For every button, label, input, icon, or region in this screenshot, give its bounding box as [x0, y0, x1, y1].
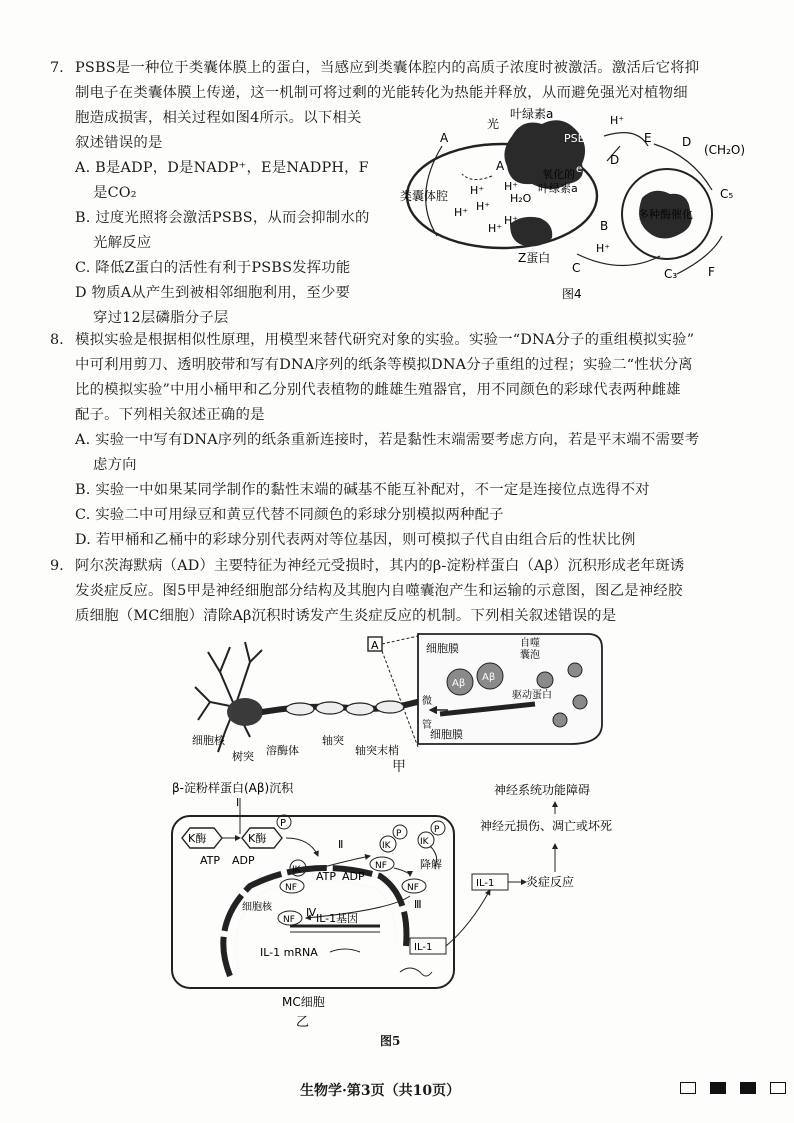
fig5-caption: 图5: [380, 1034, 401, 1048]
fig5b-inflammation: 炎症反应: [526, 875, 575, 889]
fig4-hplus7: H⁺: [596, 242, 611, 255]
fig5b-ik2: IK: [382, 841, 391, 851]
figure-4: [392, 106, 754, 302]
q7-number: 7.: [50, 60, 64, 76]
fig5b-ik3: IK: [420, 837, 429, 847]
fig4-lumen-label: 类囊体腔: [400, 189, 449, 203]
fig4-b-label: B: [600, 219, 609, 233]
fig4-hplus2: H⁺: [454, 206, 469, 219]
figure-5b: [170, 776, 640, 1046]
fig5b-p2: P: [396, 829, 402, 839]
q8-stem-line: 中可利用剪刀、透明胶带和写有DNA序列的纸条等模拟DNA分子重组的过程；实验二“性状分离: [75, 357, 693, 373]
fig4-d-label: D: [682, 135, 692, 149]
fig5b-nf1: NF: [285, 883, 297, 893]
fig4-hplus5: H⁺: [504, 180, 519, 193]
fig5b-il1-out: IL-1: [476, 878, 495, 889]
fig4-c-label: C: [572, 261, 581, 275]
fig4-psbs-label: PSBS: [564, 132, 592, 145]
fig5b-il1-in: IL-1: [414, 942, 433, 953]
fig4-a-left-label: A: [440, 131, 449, 145]
q7-option: 穿过12层磷脂分子层: [93, 310, 229, 326]
fig4-chla-label: 叶绿素a: [510, 107, 554, 121]
q7-stem-line: 胞造成损害，相关过程如图4所示。以下相关: [75, 110, 362, 126]
mc-cell: [172, 816, 454, 988]
fig5a-micro1: 微: [422, 696, 432, 707]
marker-box: [680, 1082, 696, 1094]
q7-stem-line: 叙述错误的是: [75, 135, 163, 151]
fig5a-abeta2: Aβ: [482, 672, 496, 683]
fig5b-mc-cell: MC细胞: [282, 995, 325, 1009]
q8-option: D. 若甲桶和乙桶中的彩球分别代表两对等位基因，则可模拟子代自由组合后的性状比例: [75, 532, 636, 548]
marker-box-filled: [710, 1082, 726, 1094]
q9-stem-line: 质细胞（MC细胞）清除Aβ沉积时诱发产生炎症反应的机制。下列相关叙述错误的是: [75, 608, 617, 624]
fig5b-atp2: ATP: [316, 870, 337, 883]
fig4-enzyme-label: 多种酶催化: [638, 208, 693, 221]
fig4-f-label: F: [708, 265, 715, 279]
fig4-eminus-label: e⁻: [576, 164, 588, 175]
q7-option: D 物质A从产生到被相邻细胞利用，至少要: [75, 285, 351, 301]
fig4-h2o-label: H₂O: [510, 192, 532, 205]
fig4-hplus-label: H⁺: [610, 114, 625, 127]
fig5a-dendrite-label: 树突: [232, 750, 254, 763]
fig5a-axon-label: 轴突: [322, 734, 344, 747]
q8-option: B. 实验一中如果某同学制作的黏性末端的碱基不能互补配对，不一定是连接位点选得不对: [75, 482, 650, 498]
q7-stem-line: 制电子在类囊体膜上传递，这一机制可将过剩的光能转化为热能并释放，从而避免强光对植物细: [75, 85, 688, 101]
fig5a-membrane-bottom: 细胞膜: [430, 728, 463, 741]
fig5b-degrade: 降解: [420, 858, 442, 871]
fig4-c5-label: C₅: [720, 187, 734, 201]
fig4-c3-label: C₃: [664, 267, 678, 281]
fig4-oxidized2-label: 叶绿素a: [538, 182, 578, 195]
vesicle-1: [537, 672, 553, 688]
fig5b-p1: P: [280, 818, 287, 829]
fig5b-nf4: NF: [283, 915, 295, 925]
page-footer: 生物学·第3页（共10页）: [300, 1083, 461, 1099]
fig5b-p3: P: [434, 825, 440, 835]
fig5a-title: 甲: [392, 759, 406, 775]
fig5b-roman3: Ⅲ: [414, 898, 422, 911]
nucleus-envelope: [223, 868, 406, 976]
fig5a-vesicle2: 囊泡: [520, 650, 540, 661]
fig5a-lysosome-label: 溶酶体: [266, 744, 299, 757]
fig4-d2-label: D: [610, 153, 620, 167]
fig5b-adp: ADP: [232, 854, 255, 867]
fig5b-roman2: Ⅱ: [338, 838, 344, 851]
q8-stem-line: 比的模拟实验”中用小桶甲和乙分别代表植物的雌雄生殖器官，用不同颜色的彩球代表两种雌雄: [75, 382, 681, 398]
soma: [227, 698, 263, 726]
fig4-a-mid-label: A: [496, 159, 505, 173]
q8-stem-line: 模拟实验是根据相似性原理，用模型来替代研究对象的实验。实验一“DNA分子的重组模拟实验”: [75, 332, 695, 348]
fig4-hplus4: H⁺: [488, 222, 503, 235]
fig5b-roman4: Ⅳ: [306, 906, 317, 919]
fig4-hplus6: H⁺: [504, 214, 519, 227]
q9-number: 9.: [50, 558, 64, 574]
fig5a-nucleus-label: 细胞核: [192, 734, 225, 747]
fig5b-adp2: ADP: [342, 870, 365, 883]
fig4-caption: 图4: [562, 287, 582, 301]
vesicle-4: [553, 713, 567, 727]
q9-stem-line: 发炎症反应。图5甲是神经细胞部分结构及其胞内自噬囊泡产生和运输的示意图，图乙是神经胶: [75, 583, 683, 599]
fig5b-neuron-damage: 神经元损伤、凋亡或坏死: [480, 819, 613, 833]
fig5b-title: 乙: [296, 1015, 310, 1030]
fig4-oxidized-label: 氧化的: [542, 168, 575, 181]
fig5a-micro2: 管: [422, 720, 432, 731]
q7-option: A. B是ADP，D是NADP⁺，E是NADPH，F: [75, 160, 369, 176]
q8-option: 虑方向: [93, 457, 137, 473]
fig5b-nf2: NF: [375, 861, 387, 871]
marker-box: [770, 1082, 786, 1094]
fig5b-nf3: NF: [407, 883, 419, 893]
fig5a-motor: 驱动蛋白: [512, 690, 552, 701]
fig5a-terminal-label: 轴突末梢: [355, 744, 399, 757]
vesicle-3: [573, 695, 587, 709]
q9-stem-line: 阿尔茨海默病（AD）主要特征为神经元受损时，其内的β-淀粉样蛋白（Aβ）沉积形成老年斑诱: [75, 558, 685, 574]
fig5b-dysfunction: 神经系统功能障碍: [494, 783, 591, 797]
fig5a-vesicle1: 自噬: [520, 638, 540, 649]
fig5a-abeta1: Aβ: [452, 678, 466, 689]
fig5b-abeta-dep: β-淀粉样蛋白(Aβ)沉积: [172, 781, 294, 795]
q7-option: 是CO₂: [93, 185, 137, 201]
fig5b-roman1: Ⅰ: [236, 796, 240, 809]
fig4-z-label: Z蛋白: [518, 251, 551, 265]
q7-stem-line: PSBS是一种位于类囊体膜上的蛋白，当感应到类囊体腔内的高质子浓度时被激活。激活后它将抑: [75, 60, 700, 76]
fig4-hplus3: H⁺: [476, 200, 491, 213]
box-a-label: A: [371, 639, 379, 652]
fig4-hplus1: H⁺: [470, 184, 485, 197]
q7-option: 光解反应: [93, 235, 152, 251]
marker-box-filled: [740, 1082, 756, 1094]
fig4-e-label: E: [644, 131, 652, 145]
fig5b-kenzyme1: K酶: [188, 832, 207, 845]
fig5b-nucleus: 细胞核: [242, 902, 272, 913]
fig4-light-label: 光: [487, 117, 500, 131]
fig4-ch2o-label: (CH₂O): [704, 143, 746, 157]
q8-option: A. 实验一中写有DNA序列的纸条重新连接时，若是黏性末端需要考虑方向，若是平末端不需要考: [75, 432, 700, 448]
fig5a-membrane-top: 细胞膜: [426, 642, 459, 655]
fig5b-kenzyme2: K酶: [248, 832, 267, 845]
q8-stem-line: 配子。下列相关叙述正确的是: [75, 407, 265, 423]
fig5b-ik1: IK: [292, 865, 301, 875]
vesicle-2: [568, 663, 582, 677]
page-markers: [680, 1082, 786, 1094]
fig5b-il1-mrna: IL-1 mRNA: [260, 946, 318, 959]
q7-option: C. 降低Z蛋白的活性有利于PSBS发挥功能: [75, 260, 351, 276]
q8-option: C. 实验二中可用绿豆和黄豆代替不同颜色的彩球分别模拟两种配子: [75, 507, 504, 523]
q8-number: 8.: [50, 332, 64, 348]
fig5b-il1-gene: IL-1基因: [316, 912, 359, 925]
q7-option: B. 过度光照将会激活PSBS，从而会抑制水的: [75, 210, 370, 226]
fig5b-atp: ATP: [200, 854, 221, 867]
